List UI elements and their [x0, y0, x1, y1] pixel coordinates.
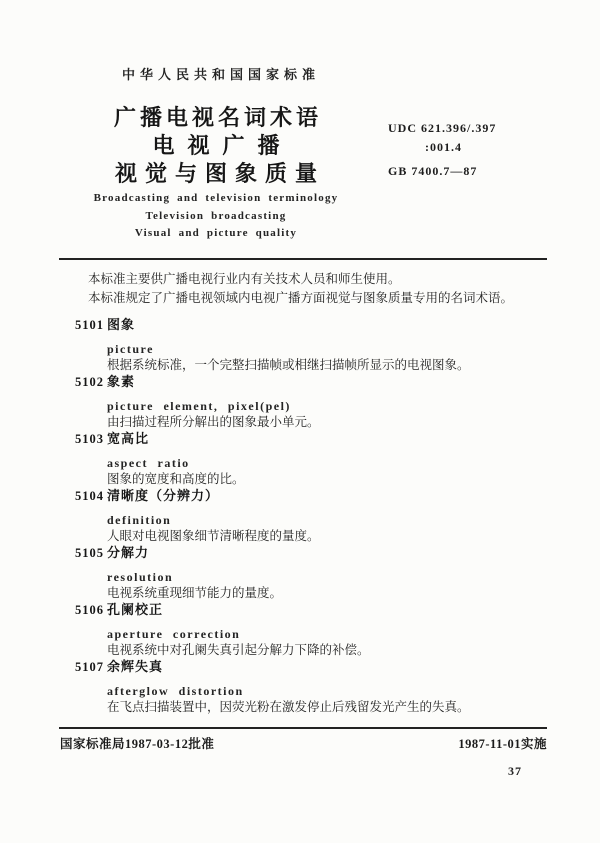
term-definition: 图象的宽度和高度的比。: [107, 472, 245, 486]
term-entry-5103: [0, 428, 600, 485]
term-number: 5104: [75, 489, 104, 503]
term-name-chinese: 分解力: [107, 545, 150, 560]
term-number: 5105: [75, 546, 104, 560]
udc-code-line-2: :001.4: [425, 140, 462, 154]
term-name-english: afterglow distortion: [107, 684, 244, 698]
scope-line-2: 本标准规定了广播电视领域内电视广播方面视觉与图象质量专用的名词术语。: [88, 290, 514, 305]
title-en-line-1: Broadcasting and television terminology: [93, 192, 339, 204]
term-number: 5107: [75, 660, 104, 674]
term-name-english: aspect ratio: [107, 456, 190, 470]
term-entry-5107: [0, 656, 600, 713]
term-entry-5102: [0, 371, 600, 428]
footer-divider-rule: [59, 727, 547, 729]
term-entry-5101: [0, 314, 600, 371]
term-name-english: definition: [107, 513, 172, 527]
term-definition: 由扫描过程所分解出的图象最小单元。: [107, 415, 320, 429]
term-name-english: aperture correction: [107, 627, 241, 641]
term-heading: [0, 371, 600, 387]
term-name-chinese: 余辉失真: [107, 659, 164, 674]
term-number: 5106: [75, 603, 104, 617]
term-name-chinese: 清晰度（分辨力）: [107, 488, 220, 503]
national-standard-label: 中华人民共和国国家标准: [121, 67, 320, 82]
implementation-date-text: 1987-11-01实施: [458, 737, 547, 751]
standard-number: GB 7400.7—87: [388, 164, 478, 178]
udc-classification-block: [388, 119, 548, 181]
term-name-chinese: 象素: [107, 374, 136, 389]
title-zh-line-3: 视觉与图象质量: [114, 161, 325, 186]
term-definition: 人眼对电视图象细节清晰程度的量度。: [107, 529, 320, 543]
term-definition: 电视系统中对孔阑失真引起分解力下降的补偿。: [107, 643, 370, 657]
term-heading: [0, 542, 600, 558]
term-heading: [0, 428, 600, 444]
term-entry-5106: [0, 599, 600, 656]
document-title-english: [0, 190, 432, 243]
title-zh-line-1: 广播电视名词术语: [113, 105, 322, 130]
term-number: 5103: [75, 432, 104, 446]
term-number: 5102: [75, 375, 104, 389]
scope-line-1: 本标准主要供广播电视行业内有关技术人员和师生使用。: [88, 272, 401, 286]
term-name-chinese: 孔阑校正: [107, 602, 164, 617]
title-en-line-3: Visual and picture quality: [134, 227, 298, 239]
udc-code-line-1: UDC 621.396/.397: [388, 121, 497, 135]
approval-date-text: 国家标准局1987-03-12批准: [60, 737, 215, 751]
term-definition: 在飞点扫描装置中，因荧光粉在激发停止后残留发光产生的失真。: [107, 700, 470, 714]
title-zh-line-2: 电视广播: [152, 133, 293, 158]
term-name-english: picture element, pixel(pel): [107, 399, 291, 413]
term-name-english: resolution: [107, 570, 174, 584]
term-entry-5105: [0, 542, 600, 599]
term-number: 5101: [75, 318, 104, 332]
term-definition: 电视系统重现细节能力的量度。: [107, 586, 283, 600]
page-number: 37: [508, 764, 522, 778]
document-title-chinese: [0, 104, 432, 188]
header-divider-rule: [59, 258, 547, 260]
term-name-chinese: 宽高比: [107, 431, 150, 446]
term-heading: [0, 314, 600, 330]
terminology-list: [0, 314, 600, 713]
term-heading: [0, 656, 600, 672]
term-name-english: picture: [107, 342, 154, 356]
term-entry-5104: [0, 485, 600, 542]
term-name-chinese: 图象: [107, 317, 136, 332]
approval-footer: [60, 734, 547, 752]
scope-paragraph: [88, 270, 558, 307]
term-heading: [0, 485, 600, 501]
term-heading: [0, 599, 600, 615]
title-en-line-2: Television broadcasting: [145, 209, 287, 222]
term-definition: 根据系统标准，一个完整扫描帧或相继扫描帧所显示的电视图象。: [107, 358, 470, 372]
